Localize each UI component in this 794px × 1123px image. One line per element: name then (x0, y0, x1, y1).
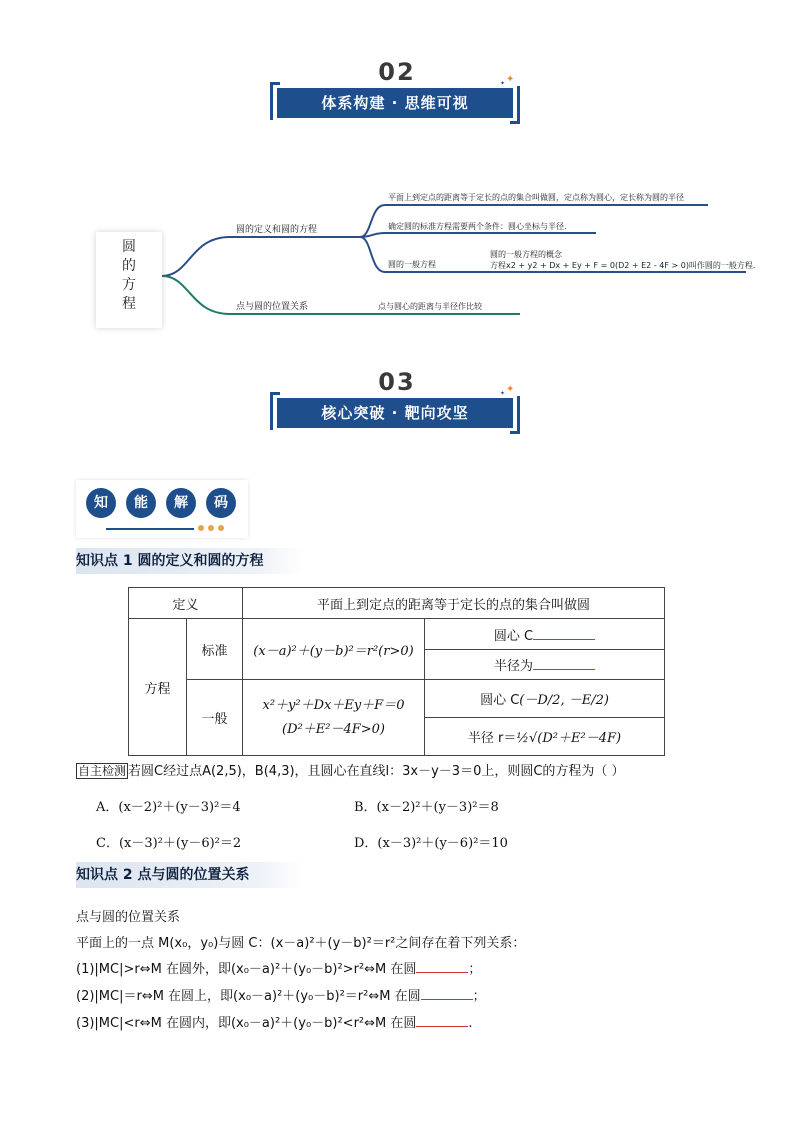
gen-center-value: (－D/2, －E/2) (519, 693, 609, 708)
relation-end-1: ； (468, 962, 482, 977)
relation-line-3 (76, 1012, 473, 1031)
sparkle-icon: ✦ (506, 384, 515, 395)
option-b[interactable]: B．(x－2)²＋(y－3)²＝8 (354, 800, 499, 815)
badge-char: 解 (166, 488, 196, 518)
knowledge-point-2-title: 知识点 2 点与圆的位置关系 (76, 862, 304, 888)
relation-text-1: (1)|MC|>r⇔M 在圆外，即(x₀－a)²＋(y₀－b)²>r²⇔M 在圆 (76, 962, 417, 977)
root-char: 方 (122, 277, 136, 293)
relation-text-3: (3)|MC|<r⇔M 在圆内，即(x₀－a)²＋(y₀－b)²<r²⇔M 在圆 (76, 1016, 417, 1031)
knowledge-point-1-title: 知识点 1 圆的定义和圆的方程 (76, 548, 304, 574)
badge-dot (208, 525, 214, 531)
sparkle-icon: ✦ (500, 390, 506, 397)
bracket-right (510, 396, 520, 434)
branch-definition: 圆的定义和圆的方程 (236, 225, 318, 235)
gen-eq-line2: (D²＋E²－4F>0) (282, 721, 385, 737)
std-center-label: 圆心 C (493, 628, 534, 644)
root-char: 的 (122, 258, 136, 274)
blank (416, 961, 468, 973)
blank (533, 628, 595, 640)
cell-def-label: 定义 (129, 588, 243, 619)
relation-end-3: . (468, 1016, 473, 1031)
gen-radius-label: 半径 r＝ (467, 731, 517, 746)
cell-def-text: 平面上到定点的距离等于定长的点的集合叫做圆 (243, 588, 665, 619)
sparkle-icon: ✦ (500, 80, 506, 87)
knowledge-badge (76, 480, 248, 538)
std-radius-label: 半径为 (493, 659, 533, 674)
relation-line-2 (76, 985, 486, 1004)
relation-text-2: (2)|MC|＝r⇔M 在圆上，即(x₀－a)²＋(y₀－b)²＝r²⇔M 在圆 (76, 989, 421, 1004)
relation-line-1 (76, 958, 481, 977)
badge-underline (106, 528, 194, 530)
relation-end-2: ； (472, 989, 486, 1004)
section-title: 核心突破 · 靶向攻坚 (277, 398, 513, 428)
leaf-standard: 确定圆的标准方程需要两个条件：圆心坐标与半径. (388, 222, 567, 231)
cell-std-radius (425, 650, 665, 680)
leaf-general-concept: 圆的一般方程的概念 (490, 250, 562, 259)
section-title: 体系构建 · 思维可视 (277, 88, 513, 118)
relation-heading: 点与圆的位置关系 (76, 910, 181, 925)
cell-gen-eq (243, 680, 425, 756)
badge-char: 知 (86, 488, 116, 518)
branch-position: 点与圆的位置关系 (236, 302, 309, 312)
root-char: 圆 (122, 239, 136, 255)
exercise-question: 若圆C经过点A(2,5)，B(4,3)，且圆心在直线l：3x－y－3＝0上，则圆C的方程为（ ） (128, 764, 625, 779)
gen-center-label: 圆心 C (480, 693, 520, 708)
option-a[interactable]: A．(x－2)²＋(y－3)²＝4 (96, 800, 241, 815)
badge-char: 能 (126, 488, 156, 518)
definition-table (128, 587, 665, 756)
cell-std-eq: (x－a)²＋(y－b)²＝r²(r>0) (243, 619, 425, 680)
cell-gen-center (425, 680, 665, 718)
section-header-03 (0, 366, 794, 426)
option-c[interactable]: C．(x－3)²＋(y－6)²＝2 (96, 836, 242, 851)
sparkle-icon: ✦ (506, 74, 515, 85)
gen-radius-value: ½√(D²＋E²－4F) (516, 731, 622, 746)
badge-dot (198, 525, 204, 531)
mindmap-root (96, 232, 162, 328)
badge-char: 码 (206, 488, 236, 518)
badge-dot (218, 525, 224, 531)
blank (416, 1015, 468, 1027)
cell-gen-label: 一般 (187, 680, 243, 756)
leaf-general-label: 圆的一般方程 (388, 260, 436, 269)
blank (533, 658, 595, 670)
cell-std-label: 标准 (187, 619, 243, 680)
leaf-general-equation: 方程x2 + y2 + Dx + Ey + F = 0(D2 + E2 - 4F > 0)叫作圆的一般方程. (490, 261, 756, 270)
relation-intro: 平面上的一点 M(x₀，y₀)与圆 C：(x－a)²＋(y－b)²＝r²之间存在着下列关系： (76, 936, 526, 951)
cell-std-center (425, 619, 665, 650)
cell-gen-radius (425, 718, 665, 756)
root-char: 程 (122, 296, 136, 312)
section-number: 03 (378, 368, 416, 396)
leaf-compare: 点与圆心的距离与半径作比较 (378, 302, 482, 311)
exercise-stem (76, 760, 625, 779)
leaf-definition: 平面上到定点的距离等于定长的点的集合叫做圆，定点称为圆心，定长称为圆的半径 (388, 193, 684, 202)
gen-eq-line1: x²＋y²＋Dx＋Ey＋F＝0 (262, 697, 405, 713)
section-number: 02 (378, 58, 416, 86)
cell-eq-label: 方程 (129, 619, 187, 756)
self-check-tag: 自主检测 (78, 764, 127, 778)
blank (421, 988, 473, 1000)
option-d[interactable]: D．(x－3)²＋(y－6)²＝10 (354, 836, 508, 851)
